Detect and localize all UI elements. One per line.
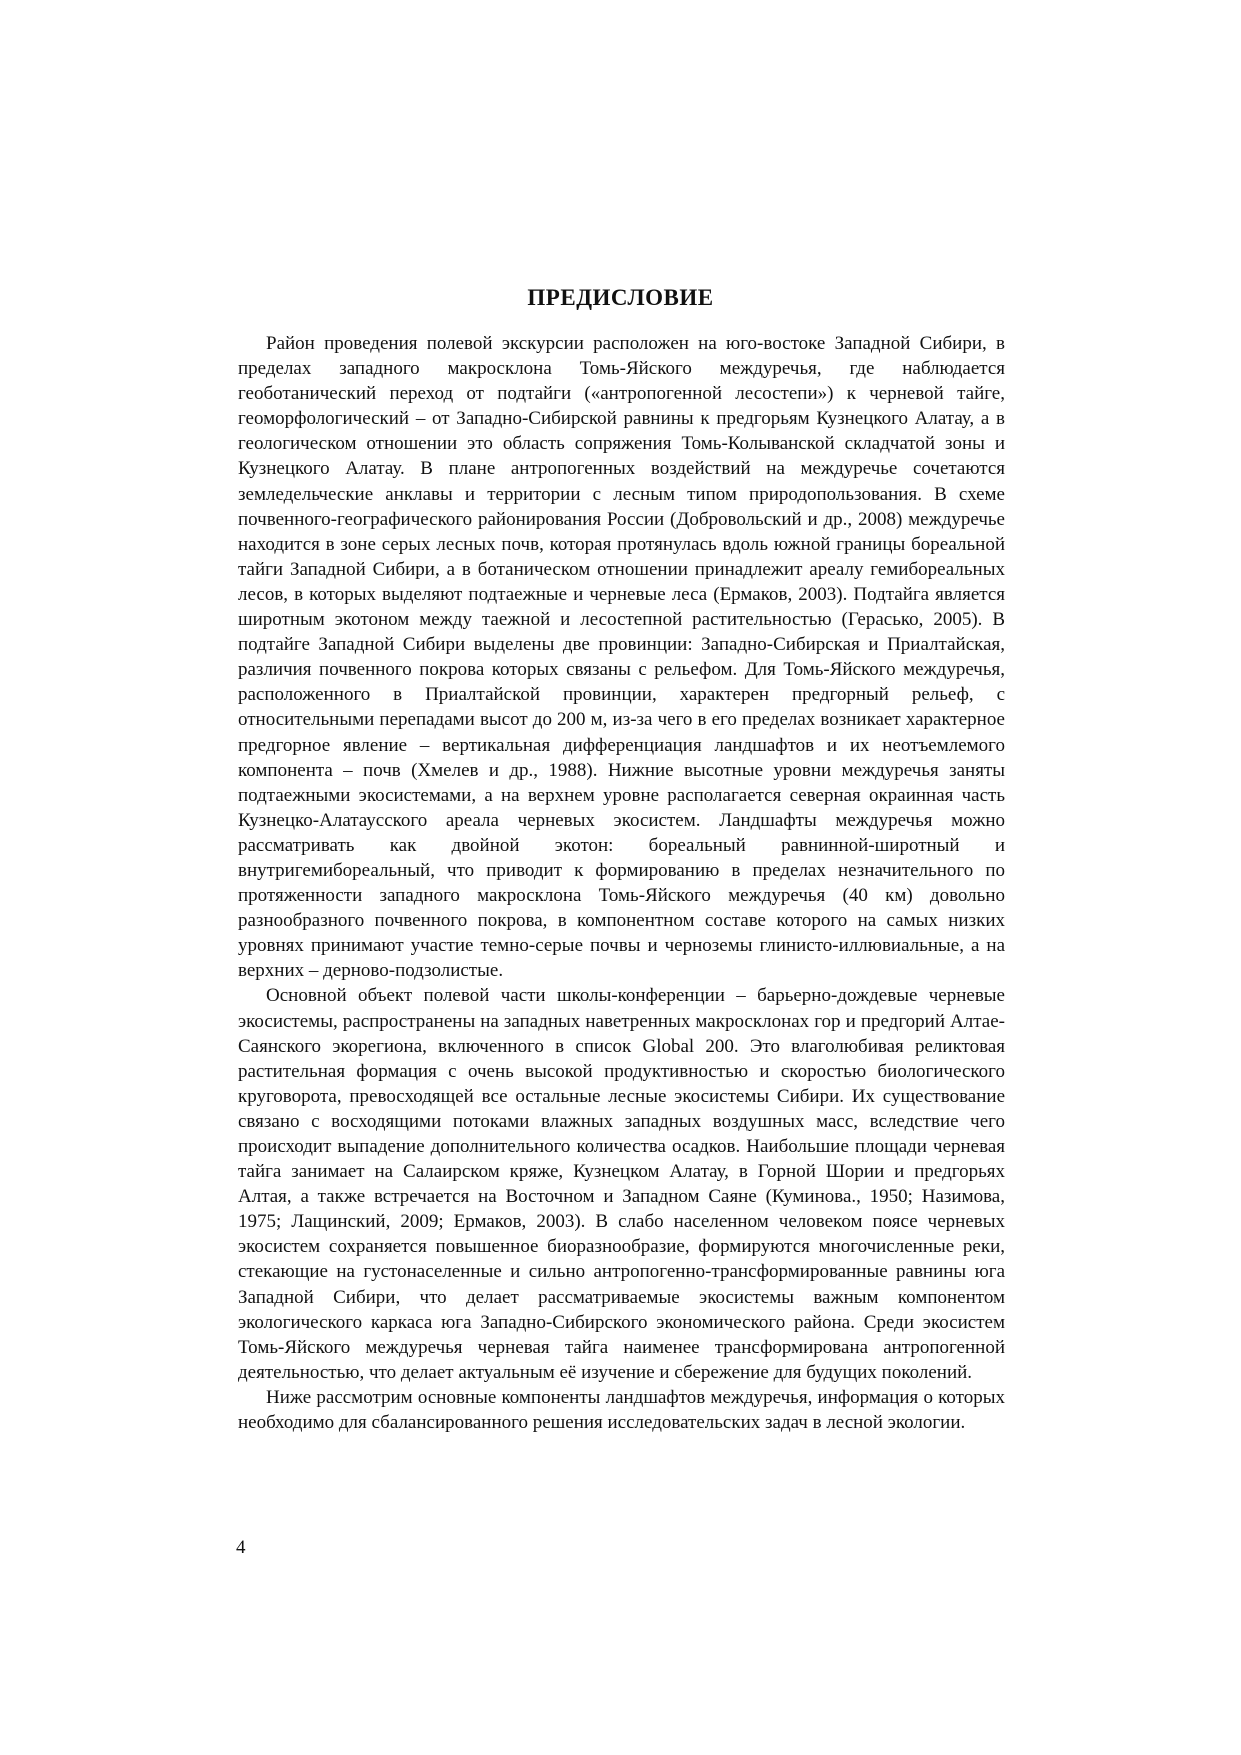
page-title: ПРЕДИСЛОВИЕ — [527, 285, 714, 310]
paragraph-1: Район проведения полевой экскурсии расположен на юго-востоке Западной Сибири, в пределах западного макросклона Томь-Яйского междуречья, где наблюдается геоботанический переход от подтайги («антропогенной лесостепи») к черневой тайге, геоморфологический – от Западно-Сибирской равнины к предгорьям Кузнецкого Алатау, а в геологическом отношении это область сопряжения Томь-Колыванской складчатой зоны и Кузнецкого Алатау. В плане антропогенных воздействий на междуречье сочетаются земледельческие анклавы и территории с лесным типом природопользования. В схеме почвенного-географического районирования России (Добровольский и др., 2008) междуречье находится в зоне серых лесных почв, которая протянулась вдоль южной границы бореальной тайги Западной Сибири, а в ботаническом отношении принадлежит ареалу гемибореальных лесов, в которых выделяют подтаежные и черневые леса (Ермаков, 2003). Подтайга является широтным экотоном между таежной и лесостепной растительностью (Герасько, 2005). В подтайге Западной Сибири выделены две провинции: Западно-Сибирская и Приалтайская, различия почвенного покрова которых связаны с рельефом. Для Томь-Яйского междуречья, расположенного в Приалтайской провинции, характерен предгорный рельеф, с относительными перепадами высот до 200 м, из-за чего в его пределах возникает характерное предгорное явление – вертикальная дифференциация ландшафтов и их неотъемлемого компонента – почв (Хмелев и др., 1988). Нижние высотные уровни междуречья заняты подтаежными экосистемами, а на верхнем уровне располагается северная окраинная часть Кузнецко-Алатаусского ареала черневых экосистем. Ландшафты междуречья можно рассматривать как двойной экотон: бореальный равнинной-широтный и внутригемибореальный, что приводит к формированию в пределах незначительного по протяженности западного макросклона Томь-Яйского междуречья (40 км) довольно разнообразного почвенного покрова, в компонентном составе которого на самых низких уровнях принимают участие темно-серые почвы и черноземы глинисто-иллювиальные, а на верхних – дерново-подзолистые. — [238, 333, 1005, 982]
paragraph-3: Ниже рассмотрим основные компоненты ландшафтов междуречья, информация о которых необходимо для сбалансированного решения исследовательских задач в лесной экологии. — [238, 1386, 1005, 1434]
paragraph-2: Основной объект полевой части школы-конференции – барьерно-дождевые черневые экосистемы, распространены на западных наветренных макросклонах гор и предгорий Алтае-Саянского экорегиона, включенного в список Global 200. Это влаголюбивая реликтовая растительная формация с очень высокой продуктивностью и скоростью биологического круговорота, превосходящей все остальные лесные экосистемы Сибири. Их существование связано с восходящими потоками влажных западных воздушных масс, вследствие чего происходит выпадение дополнительного количества осадков. Наибольшие площади черневая тайга занимает на Салаирском кряже, Кузнецком Алатау, в Горной Шории и предгорьях Алтая, а также встречается на Восточном и Западном Саяне (Куминова., 1950; Назимова, 1975; Лащинский, 2009; Ермаков, 2003). В слабо населенном человеком поясе черневых экосистем сохраняется повышенное биоразнообразие, формируются многочисленные реки, стекающие на густонаселенные и сильно антропогенно-трансформированные равнины юга Западной Сибири, что делает рассматриваемые экосистемы важным компонентом экологического каркаса юга Западно-Сибирского экономического района. Среди экосистем Томь-Яйского междуречья черневая тайга наименее трансформирована антропогенной деятельностью, что делает актуальным её изучение и сбережение для будущих поколений. — [238, 985, 1005, 1383]
page-number: 4 — [236, 1537, 246, 1558]
body-text — [238, 331, 1005, 1435]
